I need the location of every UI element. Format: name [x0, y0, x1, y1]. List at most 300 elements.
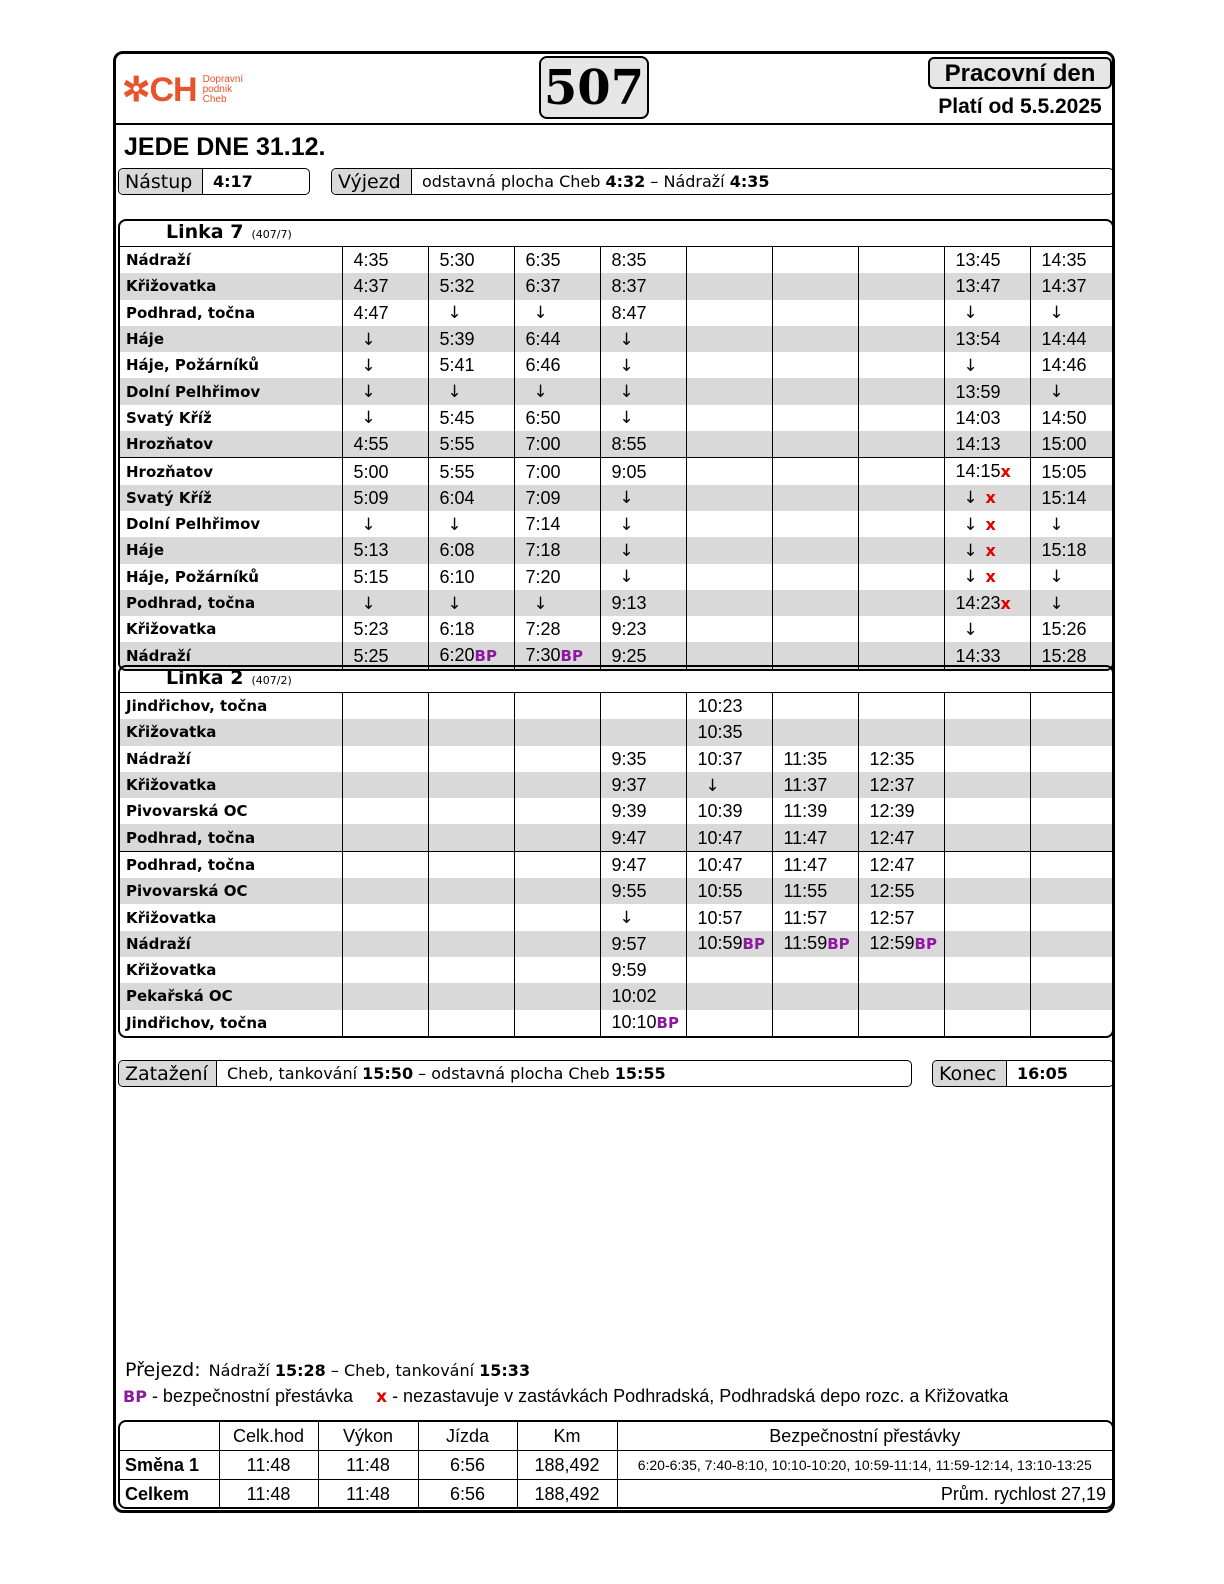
- timetable-row: [120, 300, 1112, 326]
- time-cell: [772, 537, 858, 563]
- valid-from: Platí od 5.5.2025: [938, 95, 1102, 118]
- time-cell: 5:25: [342, 642, 428, 668]
- timetable-row: [120, 719, 1112, 745]
- time-cell: [858, 378, 944, 404]
- time-cell: [858, 1010, 944, 1036]
- time-cell: [1030, 957, 1112, 983]
- time-cell: 11:35: [772, 746, 858, 772]
- time-cell: 7:30BP: [514, 642, 600, 668]
- time-cell: [600, 485, 686, 511]
- time-cell: 9:13: [600, 590, 686, 616]
- not-stopping-mark: x: [985, 567, 996, 587]
- time-cell: 5:30: [428, 247, 514, 273]
- time-cell: [514, 904, 600, 930]
- company-logo: [122, 70, 243, 110]
- time-cell: 6:50: [514, 405, 600, 431]
- summary-table: [120, 1422, 1112, 1508]
- time-cell: [944, 824, 1030, 851]
- time-cell: 9:59: [600, 957, 686, 983]
- timetable-row: [120, 352, 1112, 378]
- time-cell: [428, 590, 514, 616]
- linka2-table: [120, 693, 1112, 1036]
- timetable-row: [120, 1010, 1112, 1036]
- time-cell: 6:44: [514, 326, 600, 352]
- down-arrow-icon: ↓: [1049, 514, 1064, 535]
- time-cell: [944, 564, 1030, 590]
- nastup-box: [118, 168, 310, 195]
- time-cell: [858, 957, 944, 983]
- time-cell: [428, 931, 514, 957]
- time-cell: [858, 693, 944, 719]
- not-stopping-mark: x: [985, 488, 996, 508]
- stop-name: Svatý Kříž: [120, 485, 342, 511]
- time-cell: 15:00: [1030, 431, 1112, 458]
- time-cell: 10:37: [686, 746, 772, 772]
- vyjezd-label: Výjezd: [332, 169, 412, 194]
- time-cell: [686, 326, 772, 352]
- down-arrow-icon: ↓: [361, 382, 376, 403]
- time-cell: [342, 1010, 428, 1036]
- legend-x-mark: x: [376, 1387, 388, 1407]
- time-cell: [1030, 904, 1112, 930]
- zatazeni-label: Zatažení: [119, 1061, 217, 1086]
- timetable-row: [120, 878, 1112, 904]
- time-cell: [944, 693, 1030, 719]
- linka7-title: Linka 7: [166, 221, 244, 243]
- down-arrow-icon: ↓: [963, 303, 978, 324]
- stop-name: Jindřichov, točna: [126, 697, 268, 716]
- time-cell: 7:00: [514, 458, 600, 485]
- time-cell: 7:18: [514, 537, 600, 563]
- time-cell: [514, 851, 600, 878]
- time-cell: [772, 273, 858, 299]
- down-arrow-icon: ↓: [447, 514, 462, 535]
- time-cell: [1030, 378, 1112, 404]
- time-cell: [772, 616, 858, 642]
- time-cell: [514, 983, 600, 1009]
- time-cell: 9:55: [600, 878, 686, 904]
- time-cell: [428, 824, 514, 851]
- down-arrow-icon: ↓: [447, 303, 462, 324]
- time-cell: 10:59BP: [686, 931, 772, 957]
- time-cell: 5:09: [342, 485, 428, 511]
- time-cell: 8:47: [600, 300, 686, 326]
- time-cell: [428, 851, 514, 878]
- vyjezd-box: [331, 168, 1114, 195]
- time-cell: [514, 693, 600, 719]
- legend: [123, 1386, 1008, 1407]
- linka7-section: [118, 219, 1114, 671]
- timetable-row: [120, 931, 1112, 957]
- time-cell: [686, 273, 772, 299]
- timetable-row: [120, 485, 1112, 511]
- time-cell: 14:03: [944, 405, 1030, 431]
- time-cell: [1030, 983, 1112, 1009]
- time-cell: 12:55: [858, 878, 944, 904]
- time-cell: [342, 590, 428, 616]
- time-cell: [1030, 824, 1112, 851]
- vyjezd-value: odstavná plocha Cheb 4:32 – Nádraží 4:35: [422, 172, 770, 191]
- time-cell: 10:57: [686, 904, 772, 930]
- time-cell: [428, 983, 514, 1009]
- time-cell: [600, 352, 686, 378]
- time-cell: [514, 878, 600, 904]
- timetable-row: [120, 431, 1112, 458]
- legend-bp-mark: BP: [123, 1387, 147, 1406]
- down-arrow-icon: ↓: [963, 355, 978, 376]
- linka7-code: (407/7): [251, 228, 292, 241]
- konec-time: 16:05: [1017, 1064, 1068, 1083]
- time-cell: [342, 851, 428, 878]
- time-cell: [600, 904, 686, 930]
- time-cell: [772, 693, 858, 719]
- time-cell: 7:09: [514, 485, 600, 511]
- time-cell: 11:39: [772, 798, 858, 824]
- time-cell: [858, 273, 944, 299]
- time-cell: [686, 485, 772, 511]
- line-number: 507: [539, 56, 649, 119]
- time-cell: [342, 904, 428, 930]
- timetable-row: [120, 824, 1112, 851]
- time-cell: 10:02: [600, 983, 686, 1009]
- down-arrow-icon: ↓: [705, 775, 720, 796]
- time-cell: [772, 564, 858, 590]
- time-cell: 6:20BP: [428, 642, 514, 668]
- time-cell: [428, 878, 514, 904]
- stop-name: Dolní Pelhřimov: [126, 515, 261, 534]
- down-arrow-icon: ↓: [619, 540, 634, 561]
- time-cell: [858, 511, 944, 537]
- time-cell: 15:05: [1030, 458, 1112, 485]
- time-cell: 11:57: [772, 904, 858, 930]
- safety-break-mark: BP: [827, 935, 850, 954]
- down-arrow-icon: ↓: [447, 382, 462, 403]
- time-cell: [514, 957, 600, 983]
- time-cell: 14:44: [1030, 326, 1112, 352]
- time-cell: [772, 485, 858, 511]
- not-stopping-mark: x: [985, 514, 996, 534]
- stop-name: Pekařská OC: [120, 983, 342, 1009]
- konec-label: Konec: [933, 1061, 1007, 1086]
- time-cell: [858, 247, 944, 273]
- time-cell: [1030, 511, 1112, 537]
- time-cell: [686, 537, 772, 563]
- time-cell: [686, 511, 772, 537]
- time-cell: 15:26: [1030, 616, 1112, 642]
- time-cell: [428, 746, 514, 772]
- stop-name: Svatý Kříž: [126, 408, 212, 427]
- time-cell: 4:37: [342, 273, 428, 299]
- time-cell: [686, 458, 772, 485]
- time-cell: [944, 904, 1030, 930]
- timetable-row: [120, 772, 1112, 798]
- time-cell: [772, 983, 858, 1009]
- time-cell: [600, 378, 686, 404]
- logo-mark: ✲CH: [122, 71, 197, 109]
- time-cell: [944, 511, 1030, 537]
- down-arrow-icon: ↓: [1049, 303, 1064, 324]
- time-cell: [858, 405, 944, 431]
- time-cell: [686, 983, 772, 1009]
- down-arrow-icon: ↓: [963, 540, 978, 561]
- time-cell: [1030, 931, 1112, 957]
- safety-break-mark: BP: [560, 647, 583, 666]
- stop-name: Háje: [120, 326, 342, 352]
- time-cell: [514, 719, 600, 745]
- timetable-row: [120, 273, 1112, 299]
- time-cell: [428, 798, 514, 824]
- time-cell: 12:57: [858, 904, 944, 930]
- time-cell: [772, 378, 858, 404]
- time-cell: [858, 616, 944, 642]
- stop-name: Podhrad, točna: [120, 824, 342, 851]
- legend-bp-text: - bezpečnostní přestávka: [151, 1386, 354, 1406]
- time-cell: [428, 957, 514, 983]
- time-cell: 5:32: [428, 273, 514, 299]
- stop-name: Křižovatka: [126, 620, 217, 639]
- time-cell: 5:55: [428, 431, 514, 458]
- time-cell: [944, 851, 1030, 878]
- time-cell: [428, 1010, 514, 1036]
- down-arrow-icon: ↓: [361, 329, 376, 350]
- time-cell: 15:14: [1030, 485, 1112, 511]
- time-cell: [342, 798, 428, 824]
- stop-name: Háje: [120, 537, 342, 563]
- time-cell: 7:14: [514, 511, 600, 537]
- time-cell: [858, 300, 944, 326]
- time-cell: 7:20: [514, 564, 600, 590]
- nastup-label: Nástup: [119, 169, 203, 194]
- time-cell: [342, 878, 428, 904]
- summary-section: [118, 1420, 1114, 1509]
- stop-name: Pivovarská OC: [120, 878, 342, 904]
- time-cell: 6:37: [514, 273, 600, 299]
- time-cell: 15:18: [1030, 537, 1112, 563]
- time-cell: 9:57: [600, 931, 686, 957]
- time-cell: [514, 824, 600, 851]
- time-cell: [600, 693, 686, 719]
- time-cell: [772, 300, 858, 326]
- time-cell: 9:35: [600, 746, 686, 772]
- time-cell: [342, 405, 428, 431]
- time-cell: [514, 378, 600, 404]
- not-stopping-mark: x: [1000, 593, 1011, 613]
- time-cell: 12:35: [858, 746, 944, 772]
- down-arrow-icon: ↓: [619, 329, 634, 350]
- time-cell: [686, 405, 772, 431]
- linka2-code: (407/2): [251, 674, 292, 687]
- time-cell: [342, 931, 428, 957]
- stop-name: Hrozňatov: [120, 458, 342, 485]
- stop-name: Dolní Pelhřimov: [120, 378, 342, 404]
- time-cell: 7:00: [514, 431, 600, 458]
- down-arrow-icon: ↓: [963, 619, 978, 640]
- stop-name: Nádraží: [126, 749, 191, 768]
- stop-name: Háje, Požárníků: [126, 356, 259, 375]
- linka2-header: [120, 667, 1112, 693]
- time-cell: [858, 983, 944, 1009]
- time-cell: [428, 904, 514, 930]
- linka7-table: [120, 247, 1112, 669]
- down-arrow-icon: ↓: [963, 514, 978, 535]
- time-cell: 13:47: [944, 273, 1030, 299]
- down-arrow-icon: ↓: [619, 908, 634, 929]
- time-cell: [342, 511, 428, 537]
- down-arrow-icon: ↓: [1049, 593, 1064, 614]
- time-cell: [1030, 746, 1112, 772]
- stop-name: Křižovatka: [120, 719, 342, 745]
- time-cell: [858, 431, 944, 458]
- timetable-row: [120, 904, 1112, 930]
- time-cell: 9:37: [600, 772, 686, 798]
- time-cell: 5:23: [342, 616, 428, 642]
- safety-break-mark: BP: [474, 647, 497, 666]
- nastup-time: 4:17: [213, 172, 253, 191]
- time-cell: 12:47: [858, 851, 944, 878]
- time-cell: 10:47: [686, 824, 772, 851]
- time-cell: [686, 352, 772, 378]
- time-cell: [944, 1010, 1030, 1036]
- time-cell: [342, 719, 428, 745]
- time-cell: 14:46: [1030, 352, 1112, 378]
- down-arrow-icon: ↓: [533, 593, 548, 614]
- summary-row-total: Celkem 11:48 11:48 6:56 188,492 Prům. rychlost 27,19: [120, 1480, 1112, 1509]
- time-cell: [1030, 693, 1112, 719]
- stop-name: Křižovatka: [126, 908, 217, 927]
- stop-name: Podhrad, točna: [126, 303, 256, 322]
- time-cell: [772, 458, 858, 485]
- timetable-row: [120, 537, 1112, 563]
- down-arrow-icon: ↓: [361, 514, 376, 535]
- time-cell: 10:35: [686, 719, 772, 745]
- time-cell: 12:47: [858, 824, 944, 851]
- time-cell: [600, 719, 686, 745]
- time-cell: 5:15: [342, 564, 428, 590]
- time-cell: [686, 378, 772, 404]
- time-cell: 11:47: [772, 851, 858, 878]
- timetable-row: [120, 851, 1112, 878]
- time-cell: [772, 1010, 858, 1036]
- time-cell: 9:23: [600, 616, 686, 642]
- down-arrow-icon: ↓: [361, 408, 376, 429]
- not-stopping-mark: x: [1000, 462, 1011, 482]
- prejezd-line: Přejezd: Nádraží 15:28 – Cheb, tankování 15:33: [125, 1359, 531, 1381]
- time-cell: [342, 983, 428, 1009]
- not-stopping-mark: x: [985, 540, 996, 560]
- time-cell: [1030, 300, 1112, 326]
- linka7-header: [120, 221, 1112, 247]
- timetable-row: [120, 798, 1112, 824]
- time-cell: 9:05: [600, 458, 686, 485]
- day-type: Pracovní den: [928, 57, 1112, 89]
- time-cell: [772, 957, 858, 983]
- stop-name: Hrozňatov: [120, 431, 342, 458]
- timetable-row: [120, 378, 1112, 404]
- time-cell: [772, 511, 858, 537]
- konec-box: [932, 1060, 1114, 1087]
- time-cell: 14:33: [944, 642, 1030, 668]
- safety-breaks-list: 6:20-6:35, 7:40-8:10, 10:10-10:20, 10:59-11:14, 11:59-12:14, 13:10-13:25: [617, 1451, 1112, 1480]
- time-cell: 9:39: [600, 798, 686, 824]
- time-cell: [1030, 590, 1112, 616]
- safety-break-mark: BP: [656, 1014, 679, 1033]
- time-cell: 4:55: [342, 431, 428, 458]
- time-cell: [944, 300, 1030, 326]
- time-cell: 4:35: [342, 247, 428, 273]
- time-cell: [514, 931, 600, 957]
- time-cell: [686, 431, 772, 458]
- time-cell: [944, 983, 1030, 1009]
- time-cell: [944, 957, 1030, 983]
- stop-name: Křižovatka: [120, 772, 342, 798]
- time-cell: [1030, 798, 1112, 824]
- timetable-row: [120, 590, 1112, 616]
- time-cell: [944, 719, 1030, 745]
- time-cell: [944, 772, 1030, 798]
- time-cell: [944, 878, 1030, 904]
- time-cell: 12:37: [858, 772, 944, 798]
- timetable-row: [120, 247, 1112, 273]
- time-cell: 11:37: [772, 772, 858, 798]
- logo-text: Dopravní podnik Cheb: [202, 74, 244, 105]
- time-cell: [428, 719, 514, 745]
- linka2-section: [118, 665, 1114, 1038]
- down-arrow-icon: ↓: [533, 303, 548, 324]
- time-cell: 14:50: [1030, 405, 1112, 431]
- time-cell: [342, 957, 428, 983]
- time-cell: [858, 352, 944, 378]
- legend-x-text: - nezastavuje v zastávkách Podhradská, Podhradská depo rozc. a Křižovatka: [392, 1386, 1009, 1406]
- time-cell: [1030, 564, 1112, 590]
- stop-name: Podhrad, točna: [120, 590, 342, 616]
- time-cell: 14:35: [1030, 247, 1112, 273]
- time-cell: [600, 537, 686, 563]
- time-cell: [1030, 772, 1112, 798]
- time-cell: [944, 931, 1030, 957]
- stop-name: Podhrad, točna: [120, 851, 342, 878]
- time-cell: 8:37: [600, 273, 686, 299]
- time-cell: [858, 326, 944, 352]
- time-cell: 9:25: [600, 642, 686, 668]
- timetable-row: [120, 693, 1112, 719]
- time-cell: [342, 326, 428, 352]
- time-cell: 6:18: [428, 616, 514, 642]
- time-cell: 13:59: [944, 378, 1030, 404]
- time-cell: 5:41: [428, 352, 514, 378]
- time-cell: [428, 693, 514, 719]
- time-cell: [342, 378, 428, 404]
- timetable-row: [120, 326, 1112, 352]
- stop-name: Jindřichov, točna: [126, 1013, 268, 1032]
- time-cell: 14:37: [1030, 273, 1112, 299]
- timetable-row: [120, 957, 1112, 983]
- time-cell: [1030, 719, 1112, 745]
- time-cell: [858, 590, 944, 616]
- time-cell: 5:13: [342, 537, 428, 563]
- time-cell: [944, 352, 1030, 378]
- summary-row-shift: Směna 1 11:48 11:48 6:56 188,492 6:20-6:35, 7:40-8:10, 10:10-10:20, 10:59-11:14, 11:59-12:14, 13:10-13:25: [120, 1451, 1112, 1480]
- timetable-row: [120, 458, 1112, 485]
- time-cell: [772, 405, 858, 431]
- time-cell: 10:39: [686, 798, 772, 824]
- time-cell: [1030, 1010, 1112, 1036]
- time-cell: [944, 485, 1030, 511]
- summary-header-row: Celk.hod Výkon Jízda Km Bezpečnostní přestávky: [120, 1422, 1112, 1451]
- stop-name: Nádraží: [126, 251, 191, 270]
- time-cell: 14:15x: [944, 458, 1030, 485]
- time-cell: [686, 957, 772, 983]
- down-arrow-icon: ↓: [533, 382, 548, 403]
